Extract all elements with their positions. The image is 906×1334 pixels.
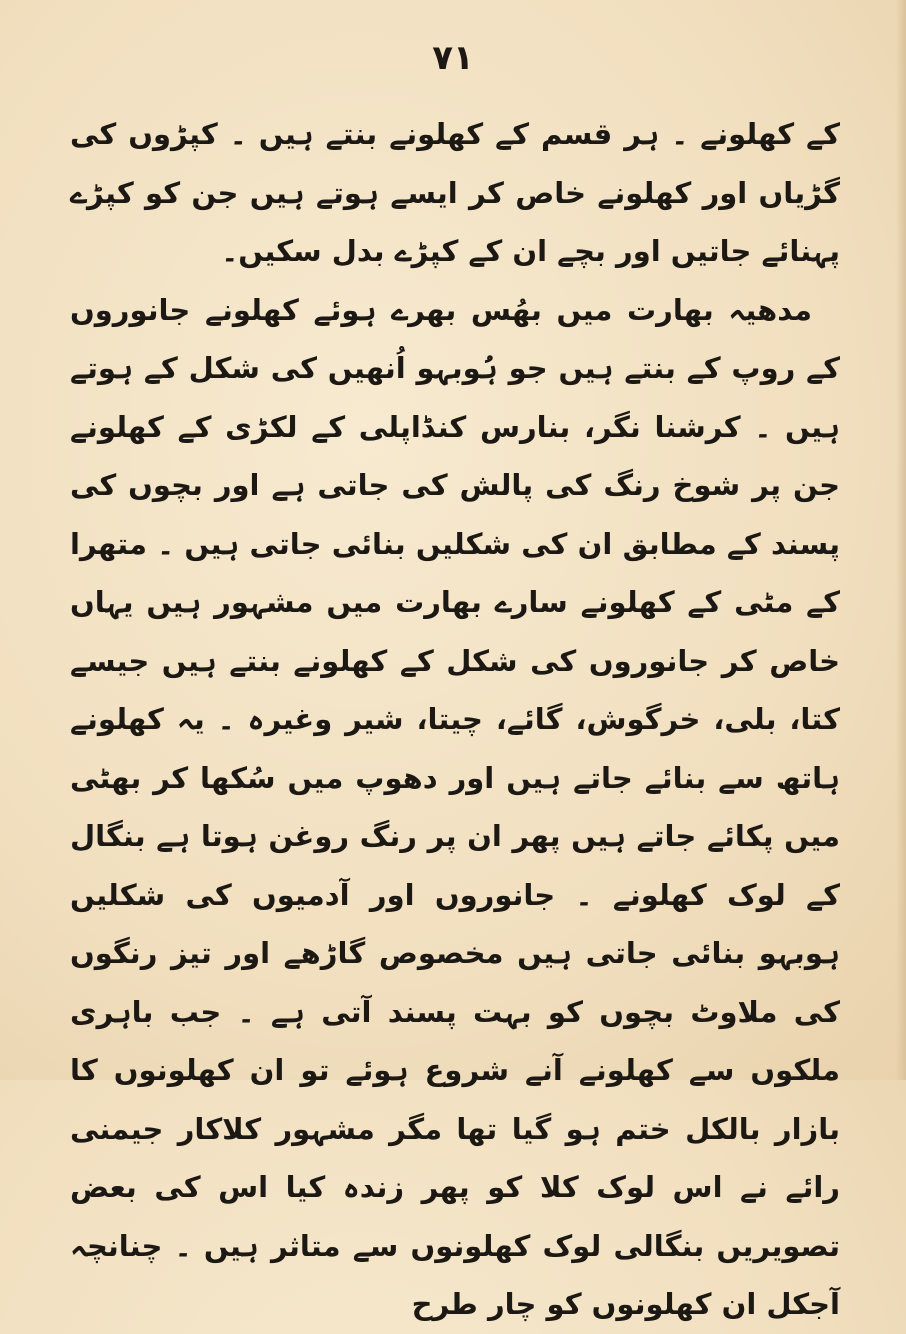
paragraph-2: مدھیہ بھارت میں بھُس بھرے ہوئے کھلونے جانوروں کے روپ کے بنتے ہیں جو ہُوبہو اُنھیں کی شکل کے ہوتے ہیں ۔ کرشنا نگر، بنارس کنڈاپلی کے لکڑی کے کھلونے جن پر شوخ رنگ کی پالش کی جاتی ہے اور بچوں کی پسند کے مطابق ان کی شکلیں بنائی جاتی ہیں ۔ متھرا کے مٹی کے کھلونے سارے بھارت میں مشہور ہیں یہاں خاص کر جانوروں کی شکل کے کھلونے بنتے ہیں جیسے کتا، بلی، خرگوش، گائے، چیتا، شیر وغیرہ ۔ یہ کھلونے ہاتھ سے بنائے جاتے ہیں اور دھوپ میں سُکھا کر بھٹی میں پکائے جاتے ہیں پھر ان پر رنگ روغن ہوتا ہے بنگال کے لوک کھلونے ۔ جانوروں اور آدمیوں کی شکلیں ہوبہو بنائی جاتی ہیں مخصوص گاڑھے اور تیز رنگوں کی ملاوٹ بچوں کو بہت پسند آتی ہے ۔ جب باہری ملکوں سے کھلونے آنے شروع ہوئے تو ان کھلونوں کا بازار بالکل ختم ہو گیا تھا مگر مشہور کلاکار جیمنی رائے نے اس لوک کلا کو پھر زندہ کیا اس کی بعض تصویریں بنگالی لوک کھلونوں سے متاثر ہیں ۔ چنانچہ آجکل ان کھلونوں کو چار طرح xyxy=(70,292,840,1321)
body-text xyxy=(70,105,840,1334)
paragraph-1: کے کھلونے ۔ ہر قسم کے کھلونے بنتے ہیں ۔ کپڑوں کی گڑیاں اور کھلونے خاص کر ایسے ہوتے ہیں جن کو کپڑے پہنائے جاتیں اور بچے ان کے کپڑے بدل سکیں۔ xyxy=(70,117,840,268)
page-fold-shadow xyxy=(896,0,906,1080)
page-number: ٧١ xyxy=(432,38,474,78)
